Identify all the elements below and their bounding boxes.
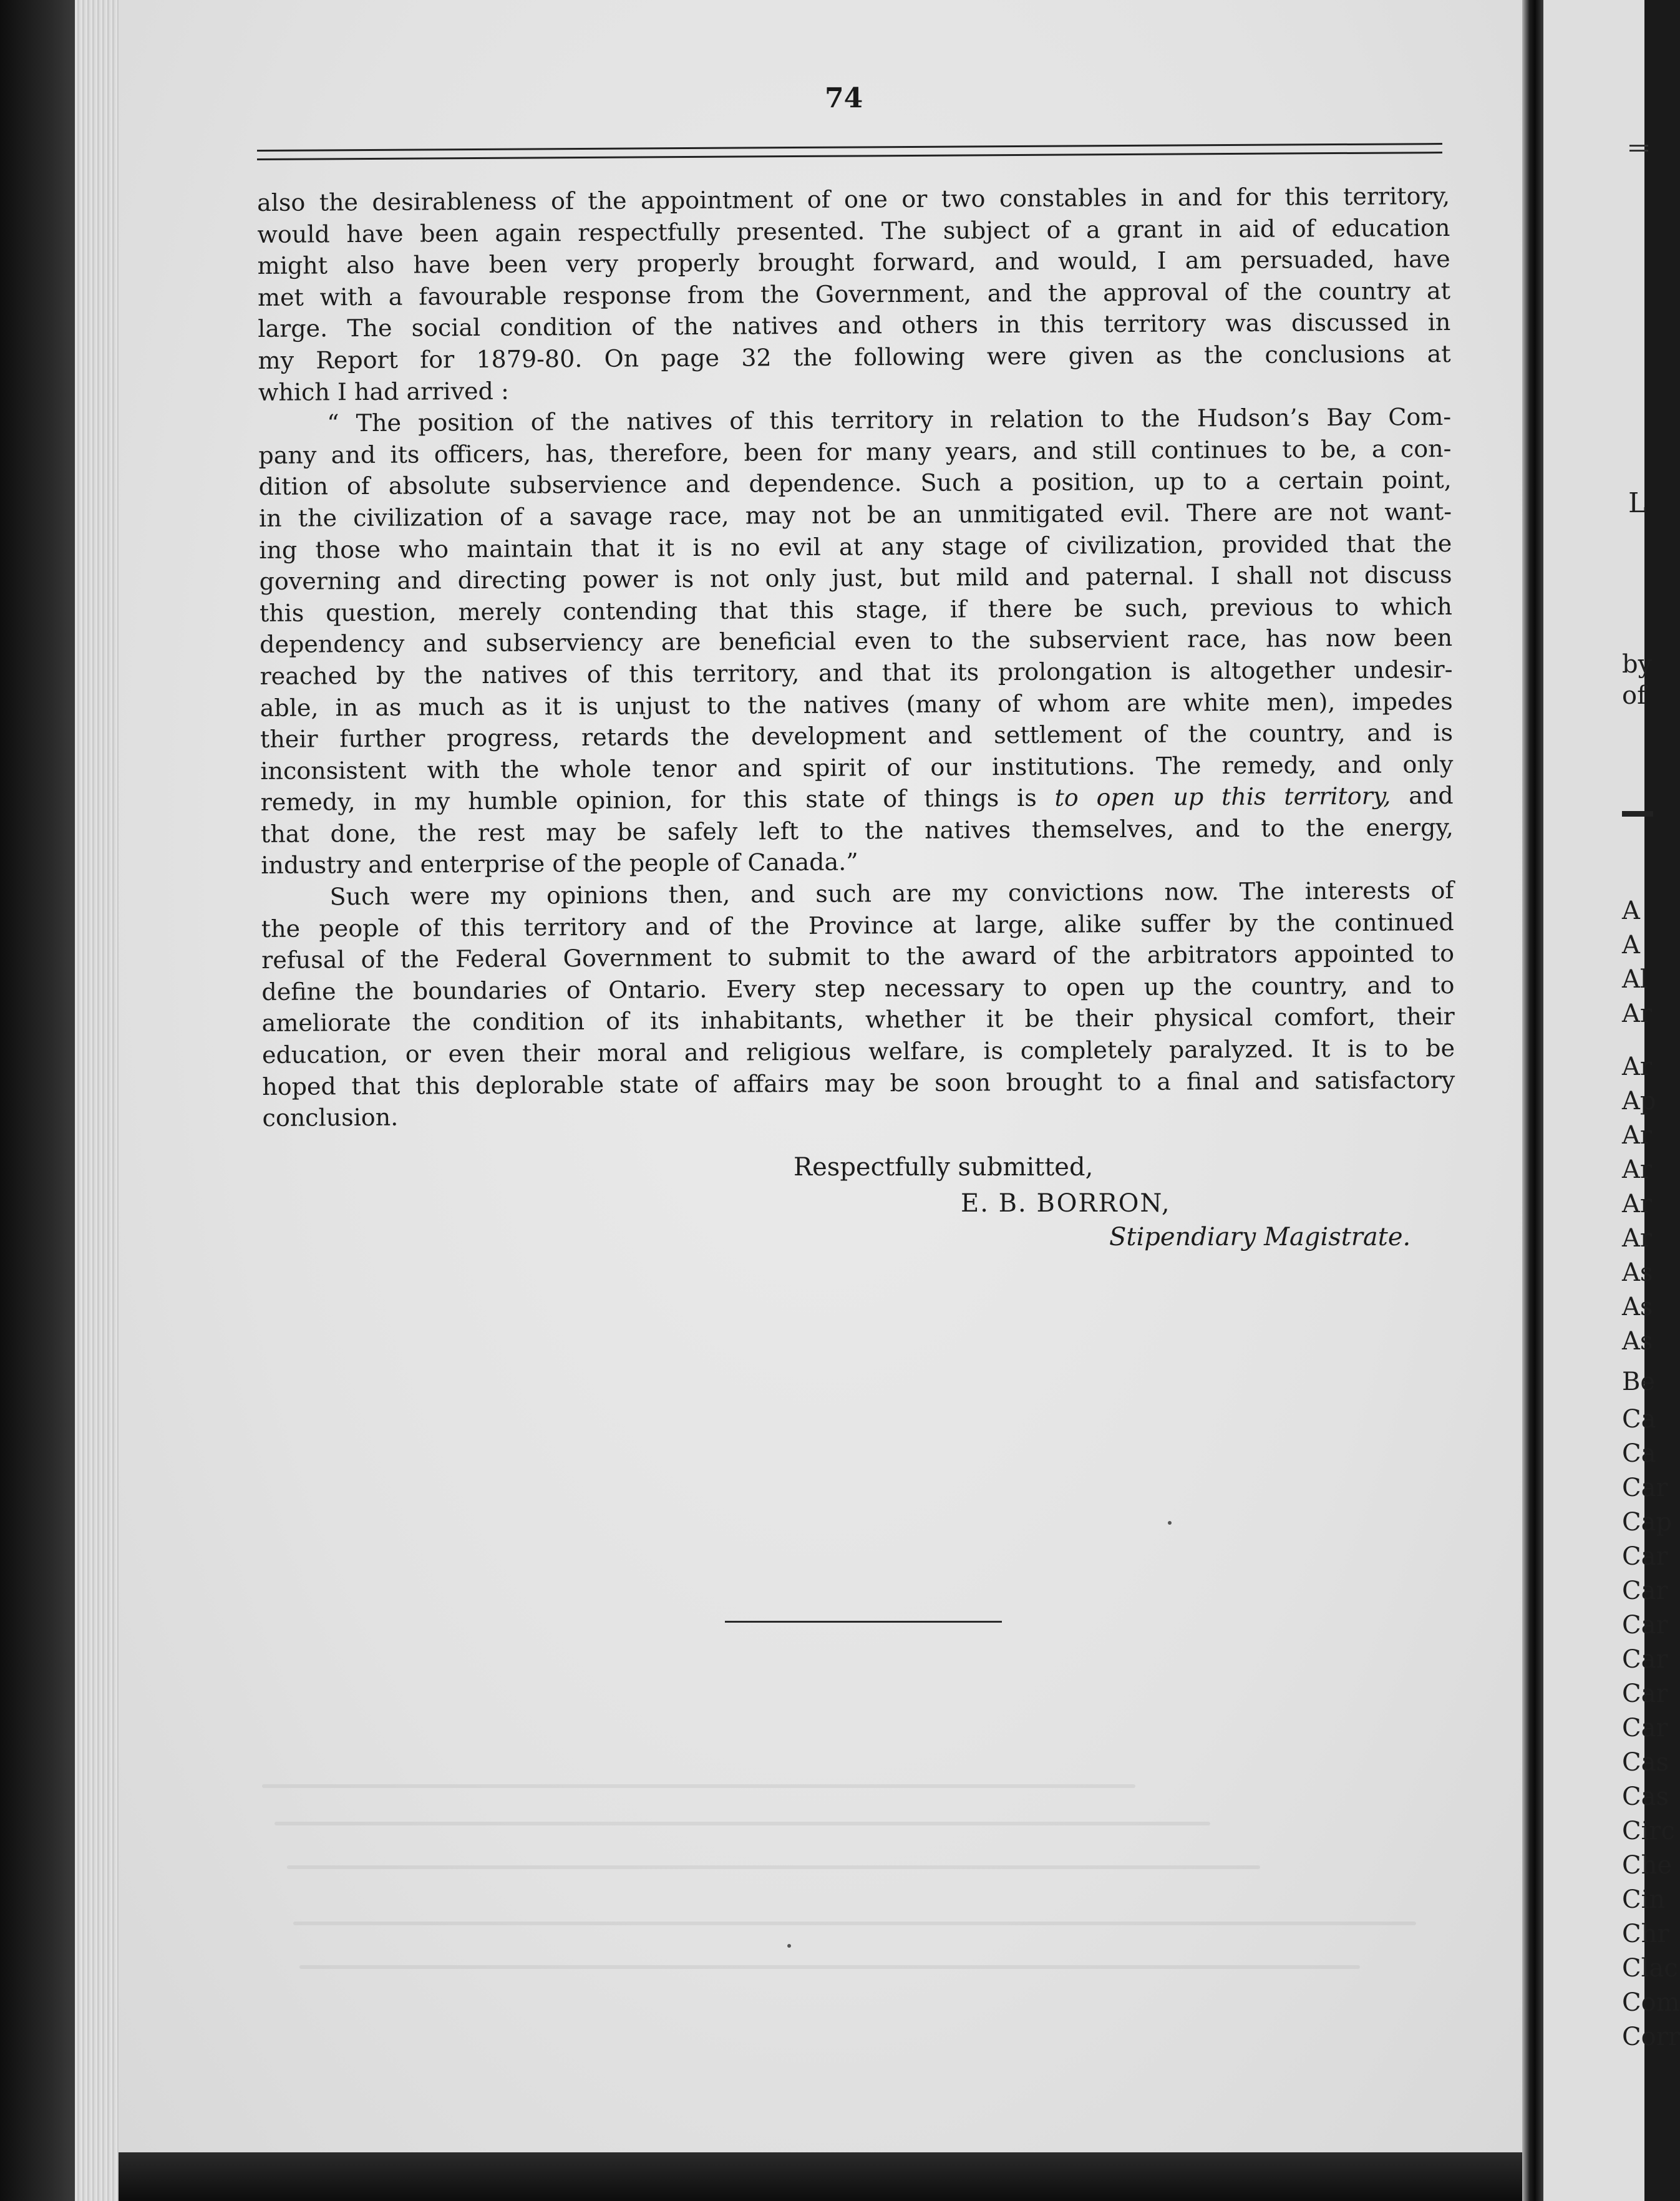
body-text-segment: large. The social condition of the natives and others in this territory was discussed in: [258, 308, 1451, 343]
facing-page-text-fragment: Car: [1622, 1474, 1668, 1502]
body-text-segment: ing those who maintain that it is no evil at any stage of civilization, provided that the: [259, 529, 1452, 564]
facing-page-text-fragment: A: [1622, 896, 1640, 925]
body-text-segment: met with a favourable response from the Government, and the approval of the country at: [257, 276, 1451, 311]
body-text-segment: conclusion.: [262, 1103, 399, 1132]
body-text-segment: that done, the rest may be safely left to the natives themselves, and to the energy,: [260, 813, 1454, 848]
facing-page-text-fragment: As: [1622, 1293, 1653, 1321]
end-rule: [725, 1621, 1002, 1623]
signoff-closing: Respectfully submitted,: [794, 1153, 1094, 1182]
body-text-segment: might also have been very properly brought forward, and would, I am persuaded, have: [257, 245, 1450, 280]
facing-page-text-fragment: Clac: [1622, 1954, 1678, 1983]
body-text-segment: their further progress, retards the development and settlement of the country, and is: [260, 719, 1454, 754]
facing-page-text-fragment: As: [1622, 1258, 1653, 1287]
facing-header-rule: [1629, 145, 1648, 147]
facing-page-text-fragment: Cas: [1622, 1782, 1669, 1811]
facing-page-text-fragment: A: [1622, 931, 1640, 960]
facing-page-text-fragment: Circ: [1622, 1817, 1675, 1845]
body-text-segment: the people of this territory and of the Province at large, alike suffer by the continued: [261, 908, 1454, 943]
body-text-segment: reached by the natives of this territory, and that its prolongation is altogether undesir-: [260, 655, 1453, 690]
body-text-segment: governing and directing power is not only just, but mild and paternal. I shall not discuss: [259, 561, 1452, 596]
facing-page-text-fragment: Com: [1622, 1988, 1680, 2017]
facing-page-text-fragment: of: [1622, 681, 1646, 710]
body-text-segment: would have been again respectfully presented. The subject of a grant in aid of education: [257, 213, 1450, 248]
facing-page-text-fragment: Be: [1622, 1368, 1656, 1396]
page-stack-edges: [75, 0, 119, 2201]
dust-speck: [1168, 1521, 1172, 1525]
body-text-segment: remedy, in my humble opinion, for this state of things is: [260, 784, 1055, 817]
facing-page-text-fragment: L: [1628, 487, 1647, 519]
facing-page-text-fragment: As: [1622, 1327, 1653, 1356]
body-text-italic: to open up this territory,: [1054, 782, 1391, 812]
facing-page-text-fragment: Car: [1622, 1679, 1668, 1708]
facing-page-text-fragment: Ap: [1622, 1087, 1656, 1115]
show-through-line: [299, 1965, 1360, 1969]
body-text-segment: and: [1391, 782, 1454, 810]
signoff-title: Stipendiary Magistrate.: [1109, 1223, 1411, 1251]
facing-page: [1543, 0, 1680, 2201]
body-text-segment: Such were my opinions then, and such are my convictions now. The interests of: [329, 877, 1454, 911]
body-text-segment: in the civilization of a savage race, may not be an unmitigated evil. There are not want-: [258, 497, 1452, 532]
facing-page-text-fragment: Che: [1622, 1851, 1673, 1880]
show-through-line: [293, 1922, 1416, 1925]
facing-page-text-fragment: Ar: [1622, 1052, 1653, 1081]
show-through-line: [287, 1865, 1260, 1869]
facing-page-text-fragment: Car: [1622, 1645, 1668, 1674]
body-text-segment: pany and its officers, has, therefore, been for many years, and still continues to be, a con-: [258, 434, 1452, 469]
facing-page-text-fragment: Ca: [1622, 1439, 1656, 1468]
book-left-edge: [0, 0, 75, 2201]
dust-speck: [787, 1944, 791, 1948]
page-bottom-shadow: [119, 2152, 1528, 2201]
body-text-segment: my Report for 1879-80. On page 32 the following were given as the conclusions at: [258, 339, 1451, 374]
facing-page-text-fragment: Corr: [1622, 2023, 1680, 2051]
page-number: 74: [825, 82, 863, 114]
show-through-line: [262, 1784, 1135, 1788]
body-text-segment: refusal of the Federal Government to submit to the award of the arbitrators appointed to: [261, 940, 1455, 974]
body-text-segment: dependency and subserviency are beneficial even to the subservient race, has now been: [260, 624, 1453, 659]
body-text-segment: education, or even their moral and religious welfare, is completely paralyzed. It is to be: [261, 1034, 1455, 1069]
facing-page-text-fragment: Car: [1622, 1714, 1668, 1742]
body-text-segment: which I had arrived :: [258, 377, 509, 406]
body-text-segment: this question, merely contending that this stage, if there be such, previous to which: [259, 592, 1453, 627]
report-body-text: [257, 180, 1455, 1134]
facing-page-text-fragment: Al: [1622, 965, 1648, 994]
facing-page-text-fragment: Chr: [1622, 1920, 1669, 1948]
signoff-name: E. B. BORRON,: [961, 1189, 1171, 1218]
facing-page-text-fragment: Ar: [1622, 1224, 1653, 1253]
body-text-segment: inconsistent with the whole tenor and spirit of our institutions. The remedy, and only: [260, 750, 1454, 785]
body-text-segment: dition of absolute subservience and dependence. Such a position, up to a certain point,: [258, 466, 1452, 501]
body-text-segment: ameliorate the condition of its inhabitants, whether it be their physical comfort, their: [261, 1003, 1455, 1037]
facing-page-text-fragment: Car: [1622, 1577, 1668, 1605]
facing-page-text-fragment: Cas: [1622, 1748, 1669, 1777]
facing-page-text-fragment: by: [1622, 650, 1653, 679]
facing-page-text-fragment: Cin: [1622, 1885, 1666, 1914]
body-text-segment: hoped that this deplorable state of affairs may be soon brought to a final and satisfactory: [262, 1066, 1455, 1100]
show-through-line: [274, 1822, 1210, 1825]
body-text-segment: industry and enterprise of the people of Canada.”: [261, 848, 858, 880]
facing-page-text-fragment: Cap: [1622, 1508, 1673, 1537]
facing-page-text-fragment: Ca: [1622, 1405, 1656, 1434]
facing-thick-rule: [1622, 811, 1653, 817]
body-text-segment: define the boundaries of Ontario. Every step necessary to open up the country, and to: [261, 971, 1455, 1006]
facing-page-text-fragment: Ar: [1622, 1121, 1653, 1150]
facing-page-text-fragment: Ar: [1622, 1190, 1653, 1218]
book-gutter: [1522, 0, 1543, 2201]
body-text-segment: able, in as much as it is unjust to the natives (many of whom are white men), impedes: [260, 687, 1453, 722]
body-text-segment: also the desirableness of the appointment of one or two constables in and for this territory,: [257, 182, 1450, 216]
facing-header-rule-second: [1629, 150, 1648, 152]
facing-page-text-fragment: Ar: [1622, 1155, 1653, 1184]
facing-page-text-fragment: Car: [1622, 1611, 1668, 1640]
facing-page-text-fragment: Car: [1622, 1542, 1668, 1571]
facing-page-text-fragment: Ar: [1622, 999, 1653, 1028]
body-text-segment: “ The position of the natives of this territory in relation to the Hudson’s Bay Com-: [327, 403, 1452, 437]
